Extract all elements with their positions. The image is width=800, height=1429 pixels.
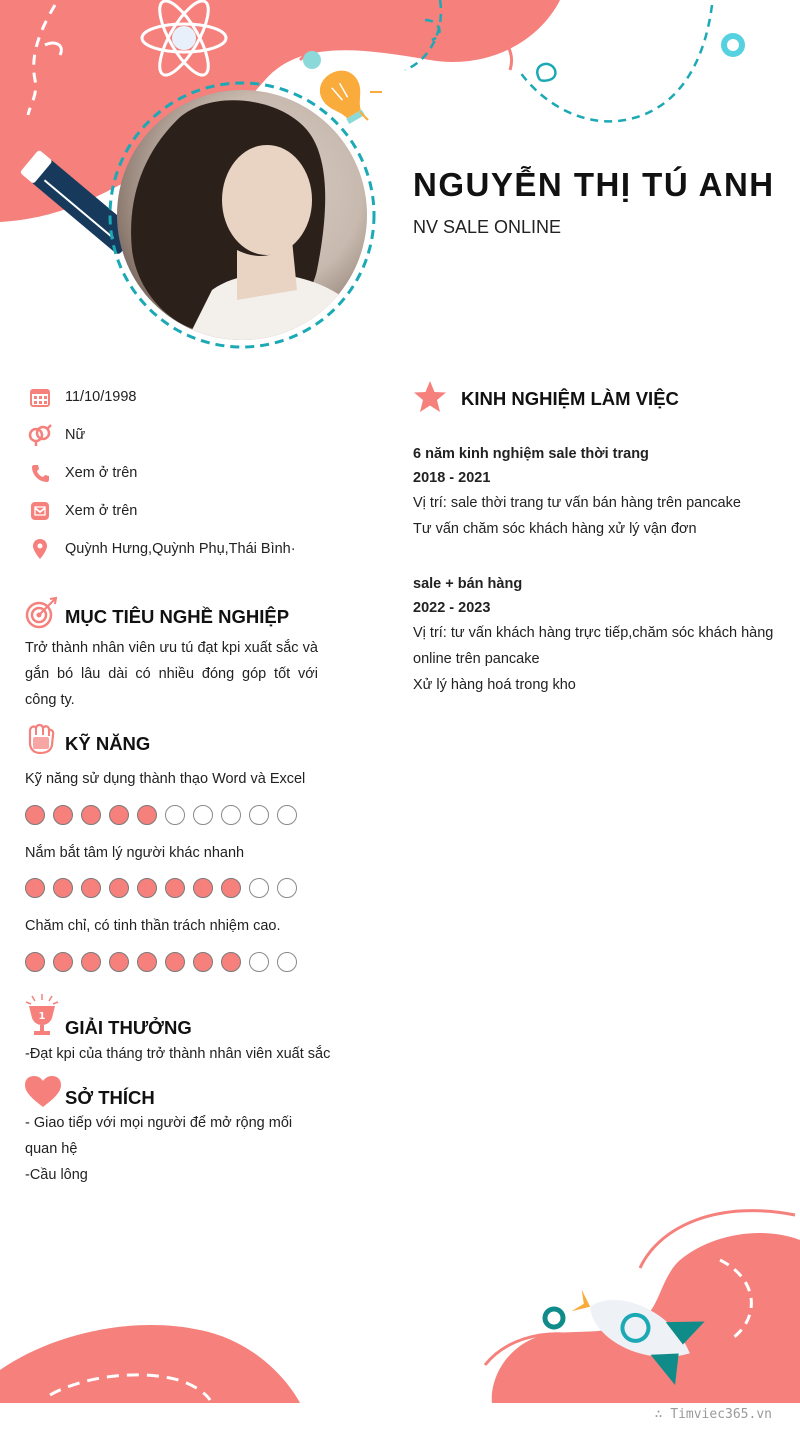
rating-dot-empty — [249, 952, 269, 972]
profile-photo-illustration — [117, 90, 367, 340]
hobbies-line-1: - Giao tiếp với mọi người để mở rộng mối quan hệ — [25, 1115, 293, 1157]
rating-dot-filled — [81, 805, 101, 825]
job-2-line-2: Xử lý hàng hoá trong kho — [413, 677, 576, 693]
objective-text: Trở thành nhân viên ưu tú đạt kpi xuất sắc và gắn bó lâu dài có nhiều đóng góp tốt với công ty. — [25, 640, 318, 708]
skill-3-rating — [25, 952, 297, 972]
job-2-period: 2022 - 2023 — [413, 600, 491, 616]
skills-title: KỸ NĂNG — [65, 733, 151, 754]
skill-2-label: Nắm bắt tâm lý người khác nhanh — [25, 845, 245, 861]
address-text: Quỳnh Hưng,Quỳnh Phụ,Thái Bình· — [65, 541, 296, 557]
candidate-name: NGUYỄN THỊ TÚ ANH — [413, 166, 775, 203]
job-1-period: 2018 - 2021 — [413, 470, 491, 486]
phone-text: Xem ở trên — [65, 465, 138, 481]
job-2-heading: sale + bán hàng — [413, 576, 523, 592]
bottom-left-blob — [0, 1325, 300, 1403]
contact-birthday — [28, 385, 137, 409]
hobbies-line-2: -Cầu lông — [25, 1167, 88, 1183]
rating-dot-filled — [193, 952, 213, 972]
rating-dot-empty — [277, 952, 297, 972]
rating-dot-filled — [53, 878, 73, 898]
skill-1-rating — [25, 805, 297, 825]
gender-text: Nữ — [65, 427, 86, 443]
rating-dot-filled — [137, 878, 157, 898]
job-1-line-2: Tư vấn chăm sóc khách hàng xử lý vận đơn — [413, 521, 697, 537]
teal-ring-decoration — [724, 36, 742, 54]
rating-dot-empty — [221, 805, 241, 825]
rating-dot-filled — [193, 878, 213, 898]
skill-2-rating — [25, 878, 297, 898]
rating-dot-filled — [165, 952, 185, 972]
contact-address — [28, 537, 296, 561]
star-icon — [413, 380, 447, 414]
job-1-heading: 6 năm kinh nghiệm sale thời trang — [413, 446, 649, 462]
gender-icon — [28, 423, 52, 447]
rating-dot-filled — [221, 952, 241, 972]
rating-dot-filled — [109, 878, 129, 898]
heart-icon — [24, 1075, 62, 1109]
footer — [0, 1403, 800, 1429]
rating-dot-filled — [53, 805, 73, 825]
target-icon — [24, 596, 58, 630]
awards-title: GIẢI THƯỞNG — [65, 1017, 192, 1038]
rating-dot-empty — [249, 805, 269, 825]
rating-dot-filled — [109, 805, 129, 825]
objective-title: MỤC TIÊU NGHỀ NGHIỆP — [65, 606, 290, 627]
skill-3-label: Chăm chỉ, có tinh thần trách nhiệm cao. — [25, 918, 281, 934]
skill-1-label: Kỹ năng sử dụng thành thạo Word và Excel — [25, 771, 306, 787]
rating-dot-filled — [81, 878, 101, 898]
job-2-line-1: Vị trí: tư vấn khách hàng trực tiếp,chăm sóc khách hàng online trên pancake — [413, 625, 774, 667]
location-icon — [28, 537, 52, 561]
rating-dot-filled — [25, 952, 45, 972]
rating-dot-filled — [53, 952, 73, 972]
fist-icon — [24, 721, 58, 755]
email-text: Xem ở trên — [65, 503, 138, 519]
profile-photo — [117, 90, 367, 340]
rating-dot-filled — [137, 805, 157, 825]
email-icon — [28, 499, 52, 523]
contact-phone — [28, 461, 137, 485]
job-1-line-1: Vị trí: sale thời trang tư vấn bán hàng trên pancake — [413, 495, 741, 511]
rating-dot-empty — [165, 805, 185, 825]
hobbies-title: SỞ THÍCH — [65, 1087, 155, 1108]
trophy-icon — [24, 994, 60, 1038]
experience-title: KINH NGHIỆM LÀM VIỆC — [461, 388, 679, 409]
rating-dot-filled — [25, 805, 45, 825]
contact-gender — [28, 423, 85, 447]
rating-dot-filled — [165, 878, 185, 898]
rating-dot-filled — [81, 952, 101, 972]
rating-dot-filled — [109, 952, 129, 972]
svg-text:1: 1 — [38, 1011, 46, 1022]
rating-dot-filled — [25, 878, 45, 898]
phone-icon — [28, 461, 52, 485]
rating-dot-empty — [249, 878, 269, 898]
candidate-position: NV SALE ONLINE — [413, 217, 562, 237]
rating-dot-empty — [277, 878, 297, 898]
rating-dot-empty — [277, 805, 297, 825]
birthday-text: 11/10/1998 — [65, 389, 137, 405]
rating-dot-empty — [193, 805, 213, 825]
rating-dot-filled — [221, 878, 241, 898]
awards-text: -Đạt kpi của tháng trở thành nhân viên xuất sắc — [25, 1046, 331, 1062]
calendar-icon — [28, 385, 52, 409]
watermark-text: ∴ Timviec365.vn — [654, 1407, 772, 1422]
rating-dot-filled — [137, 952, 157, 972]
contact-email — [28, 499, 137, 523]
